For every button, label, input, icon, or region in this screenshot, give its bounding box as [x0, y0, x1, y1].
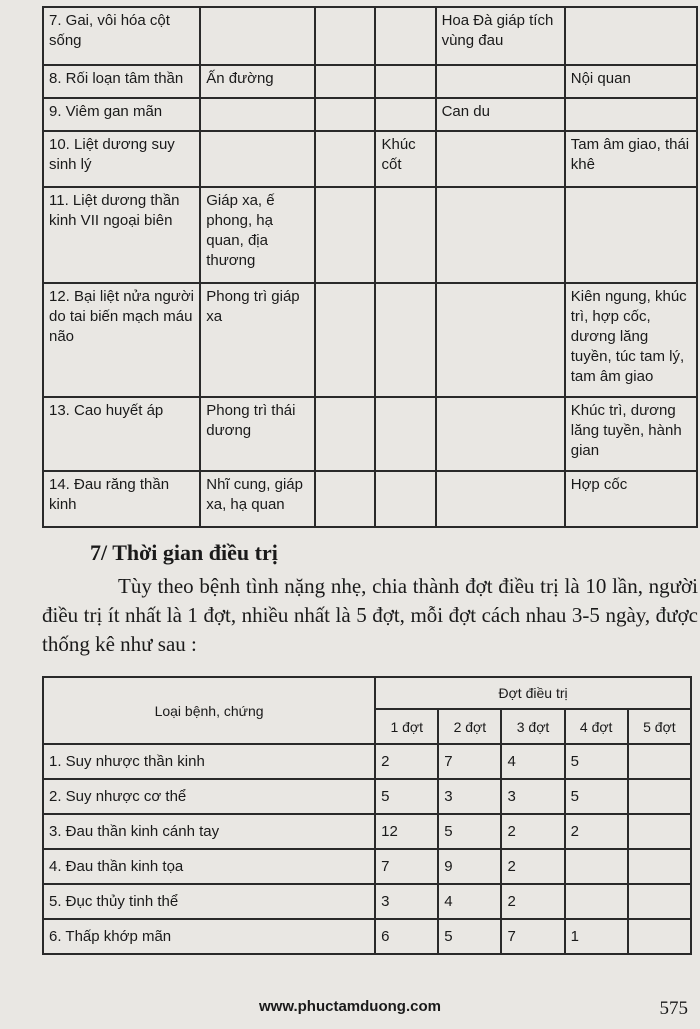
table-cell: Phong trì giáp xa — [200, 283, 315, 397]
table-row — [43, 131, 697, 187]
disease-cell: 5. Đục thủy tinh thể — [43, 884, 375, 919]
value-cell — [628, 849, 691, 884]
value-cell: 5 — [565, 744, 628, 779]
value-cell: 7 — [438, 744, 501, 779]
col-header-course: Đợt điều trị — [375, 677, 691, 709]
table-cell — [565, 187, 697, 283]
table-cell — [436, 283, 565, 397]
disease-cell: 12. Bại liệt nửa người do tai biến mạch máu não — [43, 283, 200, 397]
value-cell: 4 — [501, 744, 564, 779]
value-cell: 5 — [565, 779, 628, 814]
subheader-cell: 2 đợt — [438, 709, 501, 744]
value-cell: 2 — [501, 814, 564, 849]
table-cell — [436, 131, 565, 187]
table-cell — [436, 65, 565, 98]
table-row — [43, 98, 697, 131]
table-cell: Kiên ngung, khúc trì, hợp cốc, dương lăng tuyền, túc tam lý, tam âm giao — [565, 283, 697, 397]
subheader-cell: 3 đợt — [501, 709, 564, 744]
table-cell — [436, 187, 565, 283]
disease-cell: 11. Liệt dương thần kinh VII ngoại biên — [43, 187, 200, 283]
table-cell: Giáp xa, ế phong, hạ quan, địa thương — [200, 187, 315, 283]
value-cell — [565, 849, 628, 884]
value-cell: 2 — [375, 744, 438, 779]
value-cell — [628, 744, 691, 779]
table-cell: Nội quan — [565, 65, 697, 98]
disease-cell: 3. Đau thần kinh cánh tay — [43, 814, 375, 849]
disease-cell: 1. Suy nhược thần kinh — [43, 744, 375, 779]
disease-cell: 7. Gai, vôi hóa cột sống — [43, 7, 200, 65]
table-row — [43, 397, 697, 471]
table-row — [43, 779, 691, 814]
table-cell — [436, 471, 565, 527]
table-cell: Nhĩ cung, giáp xa, hạ quan — [200, 471, 315, 527]
section-paragraph — [42, 572, 698, 659]
value-cell: 3 — [375, 884, 438, 919]
table-cell: Tam âm giao, thái khê — [565, 131, 697, 187]
table-cell — [375, 397, 435, 471]
value-cell: 1 — [565, 919, 628, 954]
table-cell: Ấn đường — [200, 65, 315, 98]
table-row — [43, 187, 697, 283]
table-cell: Can du — [436, 98, 565, 131]
value-cell: 5 — [438, 814, 501, 849]
value-cell — [628, 884, 691, 919]
table-cell — [565, 98, 697, 131]
value-cell: 5 — [375, 779, 438, 814]
table-row — [43, 814, 691, 849]
table-row — [43, 744, 691, 779]
table-cell — [315, 65, 375, 98]
paragraph-text: Tùy theo bệnh tình nặng nhẹ, chia thành đợt điều trị là 10 lần, người điều trị ít nhất là 1 đợt, nhiều nhất là 5 đợt, mỗi đợt cách nhau 3-5 ngày, được thống kê như sau : — [42, 574, 698, 656]
acupoint-table — [42, 6, 698, 528]
table-cell: Khúc trì, dương lăng tuyền, hành gian — [565, 397, 697, 471]
disease-cell: 9. Viêm gan mãn — [43, 98, 200, 131]
table-cell: Khúc cốt — [375, 131, 435, 187]
table-cell — [315, 98, 375, 131]
value-cell — [628, 919, 691, 954]
footer-url: www.phuctamduong.com — [259, 998, 441, 1015]
disease-cell: 6. Thấp khớp mãn — [43, 919, 375, 954]
value-cell: 6 — [375, 919, 438, 954]
value-cell: 5 — [438, 919, 501, 954]
table-row — [43, 884, 691, 919]
table-cell — [315, 471, 375, 527]
value-cell: 4 — [438, 884, 501, 919]
value-cell: 12 — [375, 814, 438, 849]
table-row — [43, 471, 697, 527]
table-cell — [315, 187, 375, 283]
table-row — [43, 919, 691, 954]
disease-cell: 2. Suy nhược cơ thể — [43, 779, 375, 814]
table-cell — [375, 98, 435, 131]
disease-cell: 13. Cao huyết áp — [43, 397, 200, 471]
value-cell: 2 — [501, 884, 564, 919]
header-row — [43, 677, 691, 709]
table-cell — [565, 7, 697, 65]
value-cell: 2 — [501, 849, 564, 884]
disease-cell: 8. Rối loạn tâm thần — [43, 65, 200, 98]
col-header-disease: Loại bệnh, chứng — [43, 677, 375, 744]
disease-cell: 10. Liệt dương suy sinh lý — [43, 131, 200, 187]
table-cell — [315, 283, 375, 397]
subheader-cell: 1 đợt — [375, 709, 438, 744]
value-cell: 7 — [501, 919, 564, 954]
subheader-cell: 4 đợt — [565, 709, 628, 744]
table-cell — [315, 397, 375, 471]
value-cell: 3 — [438, 779, 501, 814]
disease-cell: 4. Đau thần kinh tọa — [43, 849, 375, 884]
table-cell — [375, 187, 435, 283]
value-cell: 7 — [375, 849, 438, 884]
table-cell — [375, 65, 435, 98]
table-cell — [436, 397, 565, 471]
table-row — [43, 7, 697, 65]
table-cell — [375, 7, 435, 65]
table-cell: Phong trì thái dương — [200, 397, 315, 471]
table-cell — [315, 131, 375, 187]
table-cell — [200, 7, 315, 65]
value-cell — [565, 884, 628, 919]
table-row — [43, 849, 691, 884]
value-cell — [628, 814, 691, 849]
table-row — [43, 65, 697, 98]
table-cell — [375, 283, 435, 397]
value-cell: 3 — [501, 779, 564, 814]
table-cell — [200, 131, 315, 187]
page-number: 575 — [659, 998, 688, 1019]
section-heading: 7/ Thời gian điều trị — [90, 540, 278, 565]
value-cell: 9 — [438, 849, 501, 884]
disease-cell: 14. Đau răng thần kinh — [43, 471, 200, 527]
value-cell — [628, 779, 691, 814]
value-cell: 2 — [565, 814, 628, 849]
table-row — [43, 283, 697, 397]
table-cell: Hoa Đà giáp tích vùng đau — [436, 7, 565, 65]
table-cell — [375, 471, 435, 527]
table-cell — [315, 7, 375, 65]
subheader-cell: 5 đợt — [628, 709, 691, 744]
table-cell — [200, 98, 315, 131]
treatment-course-table — [42, 676, 692, 955]
table-cell: Hợp cốc — [565, 471, 697, 527]
